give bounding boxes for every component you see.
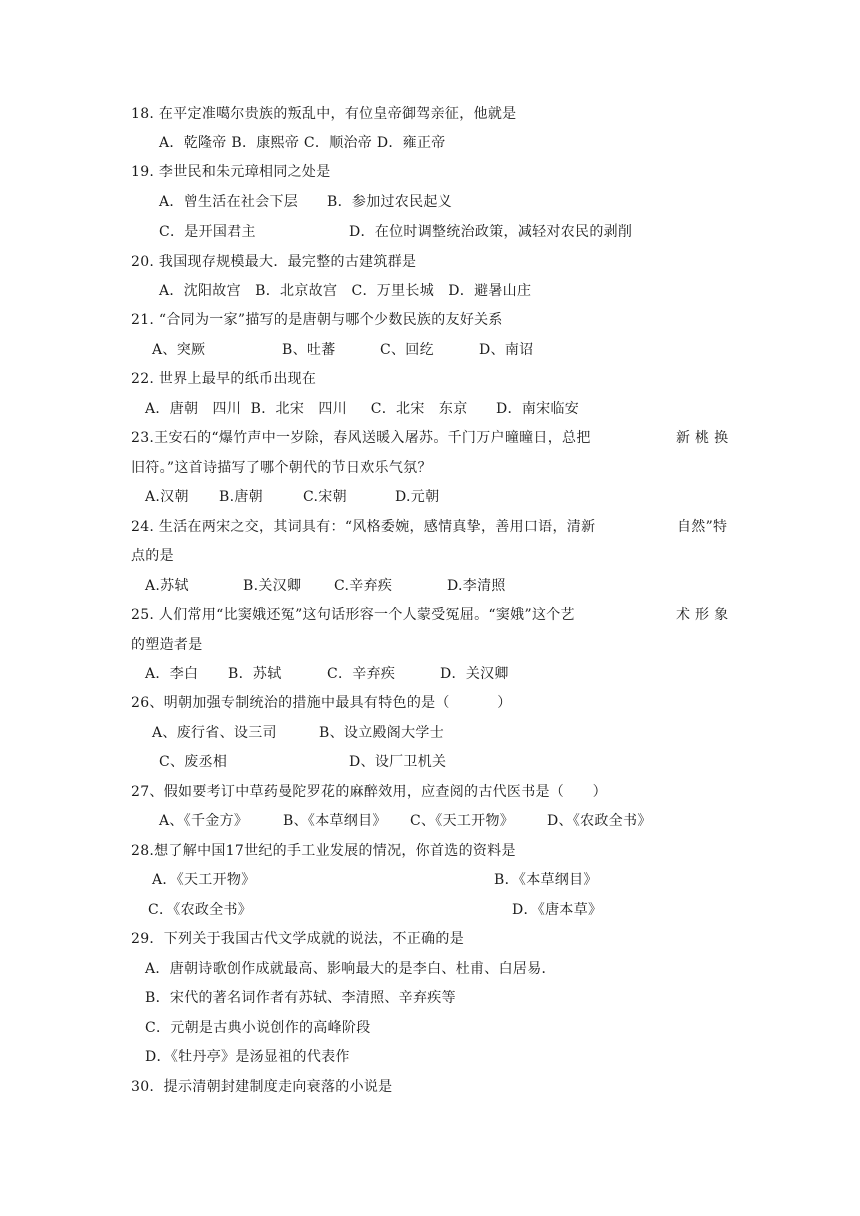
question-29-option-d: D．《牡丹亭》是汤显祖的代表作 [145,1049,350,1065]
question-25-option-a: A．李白 [145,666,199,682]
question-24-stem-line1: 24. 生活在两宋之交，其词具有：“风格委婉，感情真挚，善用口语，清新 [131,519,596,535]
question-27-option-d: D、《农政全书》 [547,813,652,829]
question-25-option-c: C．辛弃疾 [327,666,396,682]
question-20-stem: 20. 我国现存规模最大．最完整的古建筑群是 [131,254,417,270]
question-25-option-d: D．关汉卿 [440,666,509,682]
question-19-option-d: D．在位时调整统治政策，减轻对农民的剥削 [349,224,633,240]
question-23-stem-line1-end: 新 桃 换 [676,430,729,446]
question-24-option-d: D.李清照 [447,578,506,594]
question-19-option-a: A．曾生活在社会下层 [159,194,299,210]
question-19-stem: 19. 李世民和朱元璋相同之处是 [131,164,331,180]
question-27-option-c: C、《天工开物》 [410,813,515,829]
question-19-option-b: B．参加过农民起义 [327,194,452,210]
question-26-option-b: B、设立殿阁大学士 [319,725,444,741]
question-21-option-d: D、南诏 [479,342,534,358]
question-28-option-c: C．《农政全书》 [148,902,253,918]
question-28-stem: 28.想了解中国17世纪的手工业发展的情况，你首选的资料是 [131,843,516,859]
question-25-stem-line1-end: 术 形 象 [676,607,729,623]
question-22-stem: 22. 世界上最早的纸币出现在 [131,371,317,387]
question-26-option-a: A、废行省、设三司 [152,725,277,741]
question-23-option-d: D.元朝 [395,489,440,505]
question-23-option-b: B.唐朝 [219,489,263,505]
question-25-option-b: B．苏轼 [228,666,282,682]
question-23-stem-line2: 旧符。”这首诗描写了哪个朝代的节日欢乐气氛？ [131,460,432,476]
question-20-options: A．沈阳故宫 B．北京故宫 C．万里长城 D．避暑山庄 [159,283,532,299]
question-24-option-b: B.关汉卿 [243,578,302,594]
question-29-option-c: C．元朝是古典小说创作的高峰阶段 [145,1020,371,1036]
question-26-stem: 26、明朝加强专制统治的措施中最具有特色的是（ ） [131,695,512,711]
question-23-option-a: A.汉朝 [145,489,189,505]
question-23-stem-line1: 23.王安石的“爆竹声中一岁除，春风送暖入屠苏。千门万户曈曈日，总把 [131,430,591,446]
question-28-option-a: A．《天工开物》 [152,872,256,888]
question-27-option-a: A、《千金方》 [159,813,249,829]
question-26-option-d: D、设厂卫机关 [349,754,447,770]
question-22-options: A．唐朝 四川 B．北宋 四川 C．北宋 东京 D．南宋临安 [145,401,580,417]
question-29-stem: 29．下列关于我国古代文学成就的说法，不正确的是 [131,931,465,947]
question-28-option-d: D．《唐本草》 [512,902,603,918]
question-27-option-b: B、《本草纲目》 [283,813,387,829]
question-24-stem-line2: 点的是 [131,548,174,564]
question-25-stem-line2: 的塑造者是 [131,637,203,653]
question-21-option-c: C、回纥 [380,342,434,358]
question-21-stem: 21. “合同为一家”描写的是唐朝与哪个少数民族的友好关系 [131,312,503,328]
question-28-option-b: B．《本草纲目》 [494,872,598,888]
question-18-options: A．乾隆帝 B．康熙帝 C．顺治帝 D．雍正帝 [159,135,446,151]
question-29-option-a: A．唐朝诗歌创作成就最高、影响最大的是李白、杜甫、白居易． [145,961,556,977]
question-26-option-c: C、废丞相 [159,754,228,770]
question-21-option-a: A、突厥 [152,342,206,358]
question-18-stem: 18. 在平定准噶尔贵族的叛乱中，有位皇帝御驾亲征，他就是 [131,106,517,122]
question-30-stem: 30. 提示清朝封建制度走向衰落的小说是 [131,1079,393,1095]
question-27-stem: 27、假如要考订中草药曼陀罗花的麻醉效用，应查阅的古代医书是（ ） [131,784,607,800]
question-24-option-c: C.辛弃疾 [334,578,393,594]
question-21-option-b: B、吐蕃 [282,342,336,358]
question-24-option-a: A.苏轼 [145,578,189,594]
question-19-option-c: C．是开国君主 [159,224,256,240]
question-29-option-b: B．宋代的著名词作者有苏轼、李清照、辛弃疾等 [145,990,456,1006]
question-23-option-c: C.宋朝 [303,489,347,505]
question-24-stem-line1-end: 自然”特 [677,519,728,535]
question-25-stem-line1: 25. 人们常用“比窦娥还冤”这句话形容一个人蒙受冤屈。“窦娥”这个艺 [131,607,575,623]
